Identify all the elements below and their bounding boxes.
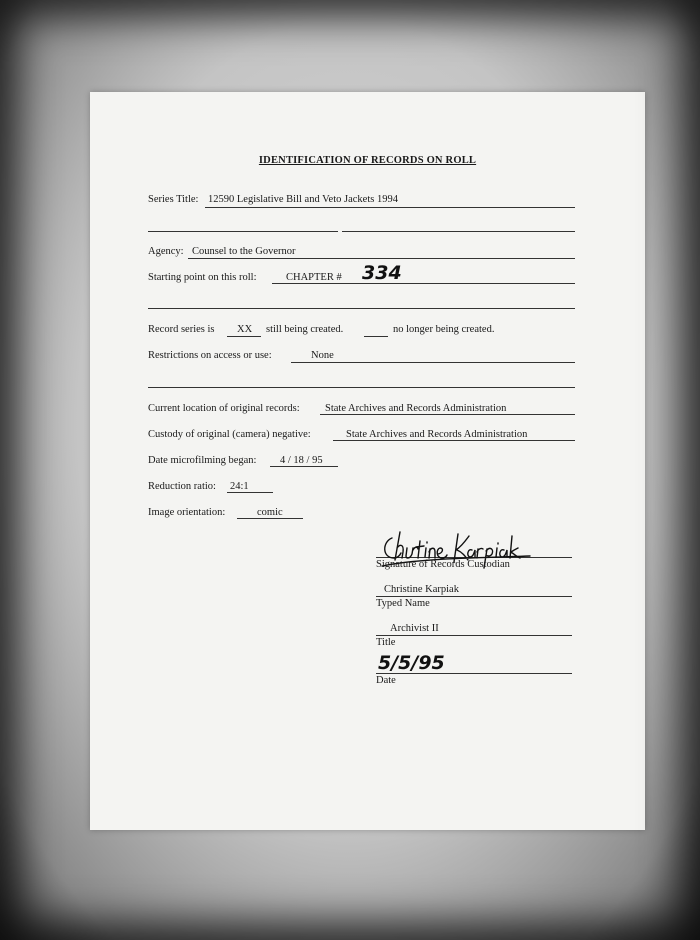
starting-point-line [272,283,575,284]
title-label: Title [376,637,396,648]
orientation-value: comic [257,507,283,518]
agency-value: Counsel to the Governor [192,246,296,257]
reduction-label: Reduction ratio: [148,481,216,492]
starting-point-label: Starting point on this roll: [148,272,257,283]
chapter-number-handwritten: 334 [362,262,402,284]
custody-line [333,440,575,441]
record-series-label: Record series is [148,324,215,335]
reduction-line [227,492,273,493]
title-line [376,635,572,636]
reduction-value: 24:1 [230,481,249,492]
record-series-option2-line [364,336,388,337]
blank-line [148,308,575,309]
date-began-value: 4 / 18 / 95 [280,455,323,466]
record-series-option-no-longer: no longer being created. [393,324,495,335]
restrictions-value: None [311,350,334,361]
blank-line [342,231,575,232]
orientation-label: Image orientation: [148,507,226,518]
typed-name-line [376,596,572,597]
series-title-line [205,207,575,208]
form-title: IDENTIFICATION OF RECORDS ON ROLL [258,155,477,166]
agency-line [188,258,575,259]
record-series-mark: XX [237,324,253,335]
blank-line [148,231,338,232]
signature-label: Signature of Records Custodian [376,559,510,570]
record-series-option-still: still being created. [266,324,344,335]
date-label: Date [376,675,396,686]
custody-label: Custody of original (camera) negative: [148,429,311,440]
date-began-label: Date microfilming began: [148,455,257,466]
series-title-label: Series Title: [148,194,199,205]
restrictions-label: Restrictions on access or use: [148,350,272,361]
record-series-mark-line [227,336,261,337]
typed-name-label: Typed Name [376,598,430,609]
document-page [90,92,645,830]
current-location-line [320,414,575,415]
agency-label: Agency: [148,246,184,257]
handwritten-date: 5/5/95 [378,652,445,674]
blank-line [148,387,575,388]
title-value: Archivist II [390,623,439,634]
typed-name-value: Christine Karpiak [384,584,459,595]
restrictions-line [291,362,575,363]
date-began-line [270,466,338,467]
current-location-label: Current location of original records: [148,403,300,414]
current-location-value: State Archives and Records Administration [325,403,507,414]
starting-point-value: CHAPTER # [286,272,342,283]
orientation-line [237,518,303,519]
custody-value: State Archives and Records Administration [346,429,528,440]
series-title-value: 12590 Legislative Bill and Veto Jackets 1994 [208,194,398,205]
